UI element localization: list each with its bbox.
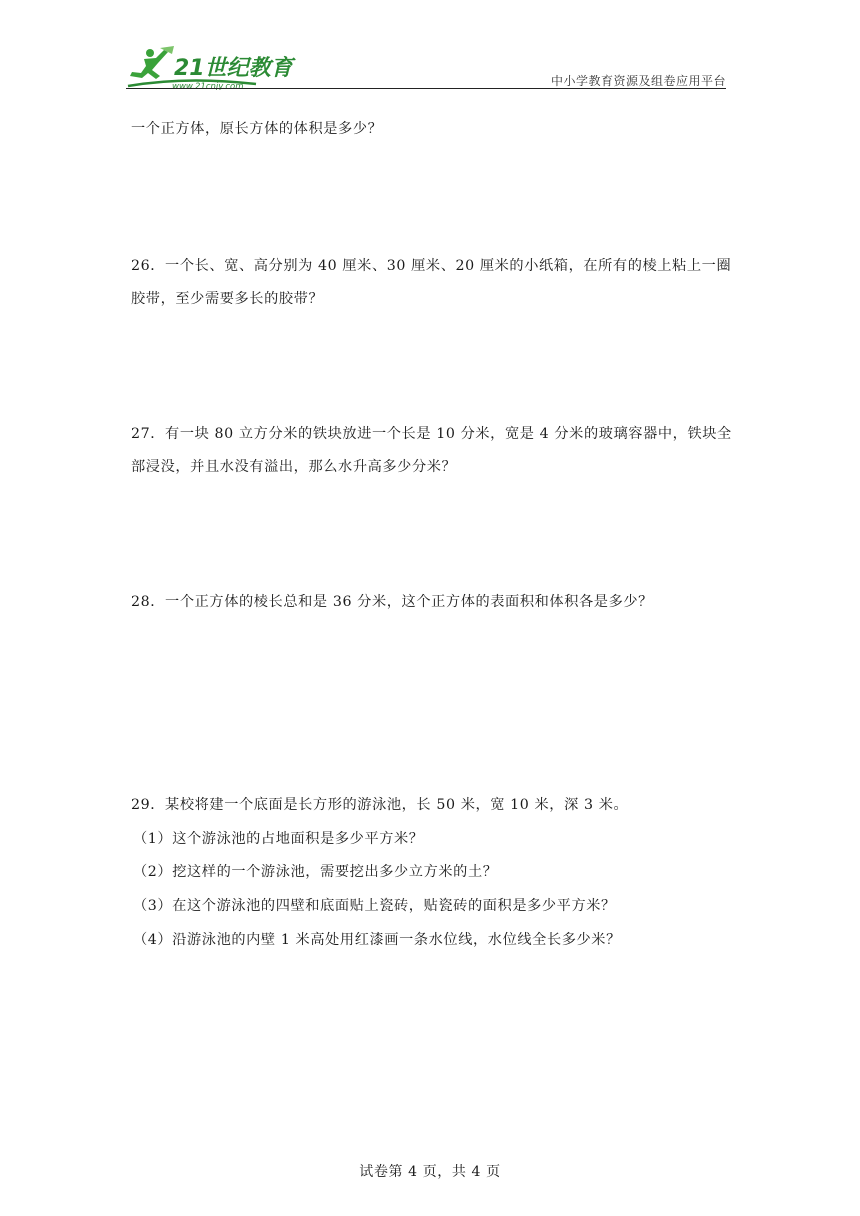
page-footer: 试卷第 4 页，共 4 页: [359, 1164, 501, 1180]
question-29-sub-1: （1）这个游泳池的占地面积是多少平方米？: [133, 831, 424, 847]
question-27-line-1: 27．有一块 80 立方分米的铁块放进一个长是 10 分米，宽是 4 分米的玻璃容器中，铁块全: [131, 426, 732, 442]
question-27-line-2: 部浸没，并且水没有溢出，那么水升高多少分米？: [131, 459, 457, 475]
page-header: [126, 40, 726, 90]
question-29-sub-2: （2）挖这样的一个游泳池，需要挖出多少立方米的土？: [133, 864, 498, 880]
logo-brand-text: 21世纪教育: [174, 56, 293, 81]
question-29-stem: 29．某校将建一个底面是长方形的游泳池，长 50 米，宽 10 米，深 3 米。: [131, 797, 629, 813]
logo-url-text: www.21cnjy.com: [172, 82, 244, 90]
question-28: 28．一个正方体的棱长总和是 36 分米，这个正方体的表面积和体积各是多少？: [131, 594, 653, 610]
logo: [126, 46, 296, 90]
question-26-line-2: 胶带，至少需要多长的胶带？: [131, 291, 324, 307]
question-29-sub-4: （4）沿游泳池的内壁 1 米高处用红漆画一条水位线，水位线全长多少米？: [133, 932, 621, 948]
logo-graphic: [126, 46, 296, 90]
question-25-tail: 一个正方体，原长方体的体积是多少？: [131, 121, 383, 137]
header-rule: [126, 88, 726, 89]
question-29-sub-3: （3）在这个游泳池的四壁和底面贴上瓷砖，贴瓷砖的面积是多少平方米？: [133, 898, 616, 914]
header-platform-text: 中小学教育资源及组卷应用平台: [550, 74, 726, 88]
question-26-line-1: 26．一个长、宽、高分别为 40 厘米、30 厘米、20 厘米的小纸箱，在所有的棱上粘上一圈: [131, 258, 732, 274]
logo-runner-head: [146, 49, 154, 57]
